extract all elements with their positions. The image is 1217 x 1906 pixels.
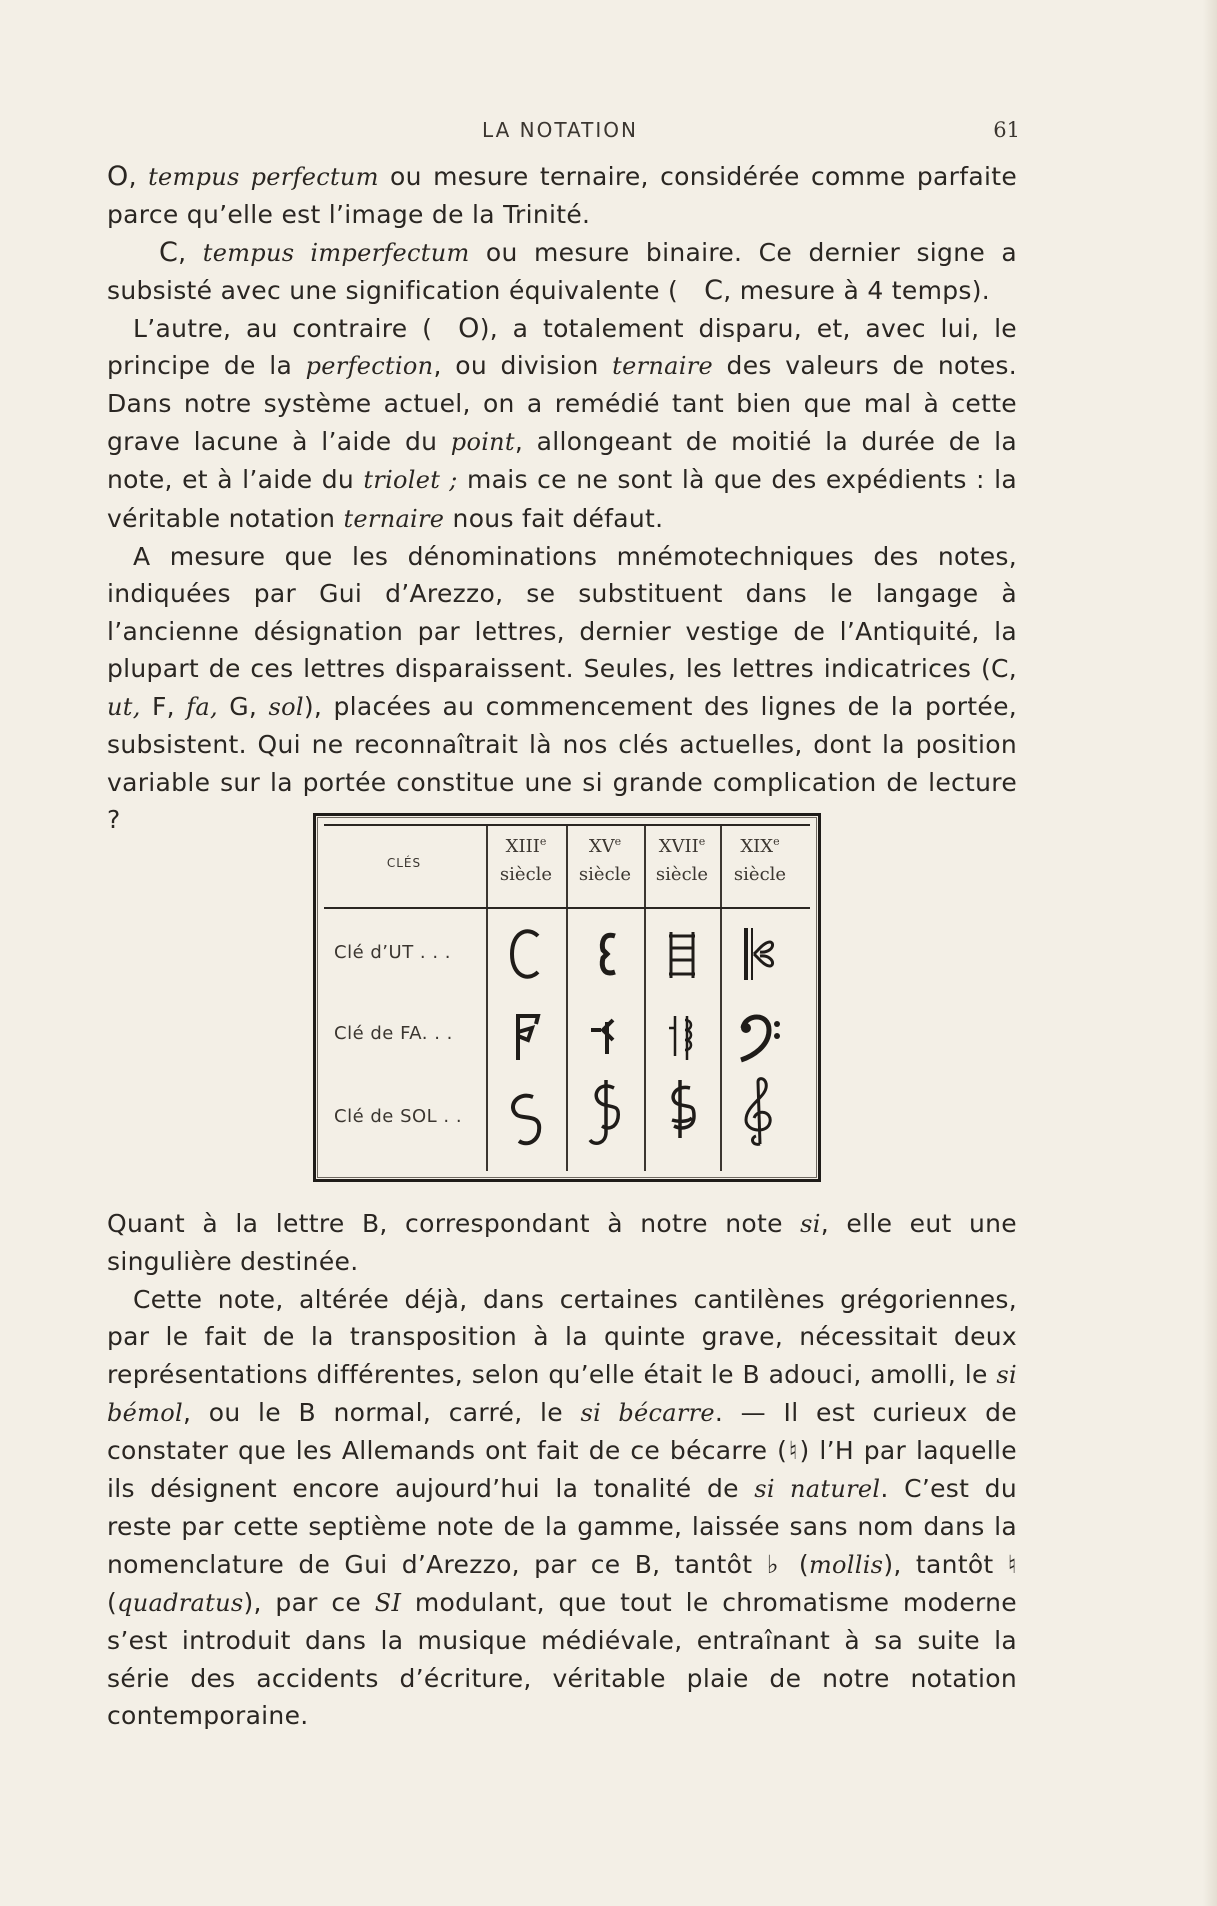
running-title: LA NOTATION xyxy=(482,118,638,142)
italic-term: point xyxy=(450,427,515,456)
century-suffix: e xyxy=(698,835,706,848)
italic-term: SI xyxy=(374,1589,402,1618)
page-edge xyxy=(1203,0,1217,1906)
f-clef-15th-icon xyxy=(567,994,643,1078)
g-clef-15th-icon xyxy=(567,1072,643,1156)
century-header-17 xyxy=(644,828,720,898)
c-clef-15th-icon xyxy=(567,912,643,996)
f-clef-19th-icon xyxy=(722,994,798,1078)
italic-term: ut, xyxy=(107,692,141,721)
c-clef-17th-icon xyxy=(645,912,721,996)
italic-term: si bécarre xyxy=(580,1399,715,1428)
circle-sign-icon: O xyxy=(107,161,129,192)
c-clef-13th-icon xyxy=(488,912,564,996)
text-run: . — Il est curieux de constater que les Allemands ont fait de ce bécarre ( xyxy=(107,1398,1017,1466)
paragraph-letter-b xyxy=(107,1205,1017,1281)
table-divider xyxy=(324,907,810,909)
text-run: , ou le B normal, carré, le xyxy=(182,1398,581,1428)
table-divider xyxy=(324,824,810,826)
century-word: siècle xyxy=(733,864,787,885)
text-run: F, xyxy=(140,691,187,721)
text-run: ) l’H par laquelle ils désignent encore aujourd’hui la tonalité de xyxy=(107,1436,1017,1503)
italic-term: perfection xyxy=(305,352,434,381)
paragraph-tempus-imperfectum xyxy=(107,234,1017,310)
text-run: Cette note, altérée déjà, dans certaines cantilènes grégoriennes, par le fait de la transposition à la quinte grave, nécessitait deux représentations différentes, selon qu’elle était le B adouci, amolli, le xyxy=(107,1284,1017,1389)
century-suffix: e xyxy=(614,835,622,848)
text-run: G, xyxy=(217,691,269,721)
text-run: . C’est du reste par cette septième note de la gamme, laissée sans nom dans la nomenclature de Gui d’Arezzo, par ce B, tantôt xyxy=(107,1473,1017,1579)
text-run: L’autre, au contraire ( xyxy=(133,313,433,343)
text-run: , elle eut une singulière destinée. xyxy=(107,1209,1017,1277)
text-run: ( xyxy=(784,1549,809,1579)
natural-sign-icon: ♮ xyxy=(787,1436,800,1466)
page-number: 61 xyxy=(993,118,1020,142)
italic-term: ternaire xyxy=(612,352,713,381)
page-header xyxy=(100,118,1020,148)
text-run: modulant, que tout le chromatisme moderne s’est introduit dans la musique médiévale, entraînant à sa suite la série des accidents d’écriture, véritable plaie de notre notation contemporaine. xyxy=(107,1588,1017,1731)
common-time-sign-icon: C xyxy=(704,275,724,307)
text-run: A mesure que les dénominations mnémotechniques des notes, indiquées par Gui d’Arezzo, se substituent dans le langage à l’ancienne désignation par lettres, dernier vestige de l’Antiquité, la plupart de ces lettres disparaissent. Seules, les lettres indicatrices (C, xyxy=(107,542,1017,684)
f-clef-13th-icon xyxy=(488,994,564,1078)
row-label-sol: Clé de SOL . . xyxy=(334,1106,463,1127)
text-run: ou mesure ternaire, considérée comme parfaite parce qu’elle est l’image de la Trinité. xyxy=(107,162,1017,230)
text-run: ), a totalement disparu, et, avec lui, le principe de la xyxy=(107,313,1017,381)
clefs-table xyxy=(313,813,821,1182)
half-circle-sign-icon: C xyxy=(159,236,179,268)
text-run: , allongeant de moitié la durée de la note, et à l’aide du xyxy=(107,426,1017,495)
century-word: siècle xyxy=(578,864,632,885)
paragraph-perfection xyxy=(107,310,1017,538)
text-run: , ou division xyxy=(433,351,613,381)
century-header-19 xyxy=(720,828,800,898)
italic-term: ternaire xyxy=(343,504,445,533)
text-run: , xyxy=(128,162,149,191)
text-run: mais ce ne sont là que des expédients : la véritable notation xyxy=(107,465,1017,533)
g-clef-13th-icon xyxy=(488,1076,564,1160)
circle-sign-icon: O xyxy=(458,312,480,344)
flat-sign-icon: ♭ xyxy=(766,1549,785,1579)
row-label-ut: Clé d’UT . . . xyxy=(334,942,452,963)
century-label: XV xyxy=(588,836,615,857)
text-run: ( xyxy=(107,1588,118,1618)
g-clef-19th-icon xyxy=(722,1072,798,1156)
text-run: ), par ce xyxy=(243,1588,375,1618)
paragraph-letters xyxy=(107,538,1017,838)
text-run: , xyxy=(178,237,203,267)
century-word: siècle xyxy=(655,864,709,885)
g-clef-17th-icon xyxy=(645,1072,721,1156)
italic-term: tempus imperfectum xyxy=(202,238,470,267)
century-label: XIX xyxy=(740,836,774,857)
paragraph-tempus-perfectum xyxy=(107,158,1017,234)
text-run: , mesure à 4 temps). xyxy=(723,276,991,306)
text-block-upper xyxy=(107,158,1017,838)
row-label-fa: Clé de FA. . . xyxy=(334,1023,453,1044)
text-run: ou mesure binaire. Ce dernier signe a subsisté avec une signification équivalente ( xyxy=(107,237,1018,306)
italic-term: si xyxy=(800,1210,821,1238)
italic-term: si bémol xyxy=(107,1360,1017,1428)
text-run: ), tantôt xyxy=(883,1549,1008,1579)
text-run: ), placées au commencement des lignes de la portée, subsistent. Qui ne reconnaîtrait là nos clés actuelles, dont la position variable sur la portée constitue une si grande complication de lecture ? xyxy=(107,691,1017,834)
italic-term: si naturel xyxy=(754,1474,881,1503)
century-suffix: e xyxy=(539,835,547,848)
century-header-15 xyxy=(566,828,644,898)
text-run: des valeurs de notes. Dans notre système actuel, on a remédié tant bien que mal à cette grave lacune à l’aide du xyxy=(107,351,1017,456)
italic-term: triolet ; xyxy=(363,466,458,495)
text-run: nous fait défaut. xyxy=(444,503,664,533)
century-suffix: e xyxy=(773,835,780,848)
century-word: siècle xyxy=(499,864,553,885)
natural-sign-icon: ♮ xyxy=(1007,1549,1017,1579)
f-clef-17th-icon xyxy=(645,994,721,1078)
clefs-column-header: CLÉS xyxy=(386,856,422,870)
c-clef-19th-icon xyxy=(722,912,798,996)
century-label: XVII xyxy=(658,836,699,857)
text-run: Quant à la lettre B, correspondant à notre note xyxy=(107,1209,801,1238)
italic-term: tempus perfectum xyxy=(148,163,379,191)
italic-term: quadratus xyxy=(117,1589,244,1618)
italic-term: sol xyxy=(268,692,304,721)
italic-term: fa, xyxy=(186,692,218,721)
paragraph-bemol-becarre xyxy=(107,1281,1017,1735)
century-header-13 xyxy=(486,828,566,898)
century-label: XIII xyxy=(505,836,540,857)
italic-term: mollis xyxy=(808,1550,884,1579)
text-block-lower xyxy=(107,1205,1017,1735)
